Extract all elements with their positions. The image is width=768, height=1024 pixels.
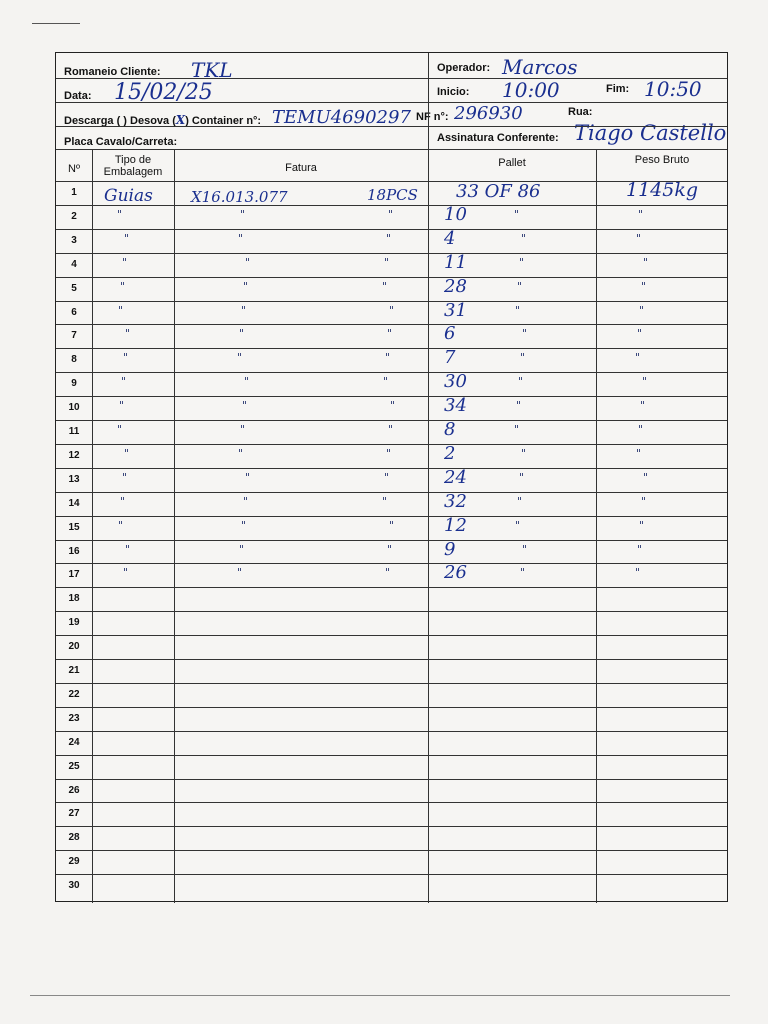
row-number: 1 xyxy=(71,187,77,198)
ditto-qtd: " xyxy=(384,255,390,269)
row-number: 20 xyxy=(68,641,80,653)
table-row-rule xyxy=(56,755,727,756)
table-row-rule xyxy=(56,277,727,278)
ditto-fatura: " xyxy=(237,351,243,365)
col-header-fatura: Fatura xyxy=(285,162,317,174)
ditto-fatura: " xyxy=(241,303,247,317)
ditto-qtd: " xyxy=(382,279,388,293)
label-descarga-text: Descarga ( ) Desova ( xyxy=(64,115,176,127)
signature-conferente: Tiago Castello xyxy=(574,121,727,145)
pallet-value: 30 xyxy=(444,371,467,393)
ditto-tipo: " xyxy=(124,446,130,460)
ditto-fatura: " xyxy=(245,255,251,269)
ditto-fatura: " xyxy=(239,327,245,341)
row-number: 22 xyxy=(68,688,80,700)
ditto-fatura: " xyxy=(244,375,250,389)
ditto-pallet: " xyxy=(517,494,523,508)
table-row-rule xyxy=(56,587,727,588)
ditto-tipo: " xyxy=(120,494,126,508)
row-number: 25 xyxy=(68,760,80,772)
ditto-peso: " xyxy=(643,470,649,484)
ditto-pallet: " xyxy=(519,470,525,484)
ditto-qtd: " xyxy=(385,351,391,365)
row-number: 7 xyxy=(71,330,77,342)
table-row-rule xyxy=(56,540,727,541)
table-row-rule xyxy=(56,492,727,493)
header-divider xyxy=(428,53,429,126)
table-row-rule xyxy=(56,635,727,636)
table-row-rule xyxy=(56,683,727,684)
pallet-value: 6 xyxy=(444,323,456,345)
ditto-pallet: " xyxy=(515,303,521,317)
value-cliente: TKL xyxy=(191,58,233,82)
header-divider xyxy=(428,126,429,149)
ditto-fatura: " xyxy=(243,494,249,508)
ditto-fatura: " xyxy=(241,518,247,532)
label-rua: Rua: xyxy=(568,106,593,118)
ditto-pallet: " xyxy=(516,399,522,413)
ditto-peso: " xyxy=(639,303,645,317)
row-number: 10 xyxy=(68,402,80,414)
label-assinatura: Assinatura Conferente: xyxy=(437,132,559,144)
table-row-rule xyxy=(56,301,727,302)
pallet-value: 34 xyxy=(444,395,467,417)
row-number: 16 xyxy=(68,545,80,557)
label-container-text: ) Container n°: xyxy=(185,115,262,127)
row-number: 4 xyxy=(71,258,77,270)
row-number: 21 xyxy=(68,665,80,676)
romaneio-form xyxy=(55,52,728,902)
ditto-tipo: " xyxy=(117,207,123,221)
row-number: 11 xyxy=(68,426,80,437)
value-fim: 10:50 xyxy=(644,77,702,101)
row1-pallet: 33 OF 86 xyxy=(456,181,541,202)
table-row-rule xyxy=(56,372,727,373)
value-data: 15/02/25 xyxy=(114,80,213,105)
column-rule xyxy=(174,149,175,903)
table-row-rule xyxy=(56,229,727,230)
row1-fatura: X16.013.077 xyxy=(191,188,288,206)
column-rule xyxy=(596,149,597,903)
value-operador: Marcos xyxy=(502,55,578,79)
ditto-peso: " xyxy=(638,423,644,436)
ditto-pallet: " xyxy=(521,231,527,245)
ditto-peso: " xyxy=(635,351,641,365)
table-row-rule xyxy=(56,444,727,445)
scan-artifact-top xyxy=(32,23,80,24)
scan-artifact-bottom xyxy=(30,995,730,996)
table-row-rule xyxy=(56,324,727,325)
table-row-rule xyxy=(56,802,727,803)
ditto-fatura: " xyxy=(242,399,248,413)
row-number: 29 xyxy=(68,856,80,868)
table-row-rule xyxy=(56,420,727,421)
label-nf: NF n°: xyxy=(416,111,449,123)
ditto-qtd: " xyxy=(387,327,393,341)
label-romaneio-cliente: Romaneio Cliente: xyxy=(64,66,161,78)
ditto-qtd: " xyxy=(390,399,396,413)
label-descarga-desova xyxy=(64,113,261,127)
pallet-value: 24 xyxy=(444,466,467,488)
value-nf: 296930 xyxy=(454,103,523,124)
value-inicio: 10:00 xyxy=(502,78,560,102)
ditto-tipo: " xyxy=(118,303,124,317)
pallet-value: 7 xyxy=(444,347,456,369)
ditto-pallet: " xyxy=(520,351,526,365)
pallet-value: 31 xyxy=(444,299,467,321)
ditto-tipo: " xyxy=(124,231,130,245)
label-fim: Fim: xyxy=(606,83,630,95)
row-number: 8 xyxy=(71,354,77,366)
table-row-rule xyxy=(56,516,727,517)
ditto-peso: " xyxy=(635,566,641,580)
pallet-value: 12 xyxy=(444,514,467,536)
row-number: 30 xyxy=(68,880,80,892)
ditto-pallet: " xyxy=(522,542,528,556)
row-number: 12 xyxy=(68,449,80,461)
ditto-tipo: " xyxy=(120,279,126,293)
row1-peso: 1145kg xyxy=(626,179,699,201)
table-row-rule xyxy=(56,253,727,254)
ditto-fatura: " xyxy=(240,423,246,436)
row-number: 14 xyxy=(68,497,80,509)
table-row-rule xyxy=(56,779,727,780)
ditto-fatura: " xyxy=(239,542,245,556)
table-row-rule xyxy=(56,850,727,851)
col-header-pallet: Pallet xyxy=(498,157,526,169)
row-number: 6 xyxy=(71,306,77,318)
row-number: 15 xyxy=(68,521,80,533)
ditto-pallet: " xyxy=(518,375,524,389)
row-number: 26 xyxy=(68,784,80,796)
row-number: 27 xyxy=(68,808,80,820)
ditto-peso: " xyxy=(636,446,642,460)
table-row-rule xyxy=(56,659,727,660)
label-placa: Placa Cavalo/Carreta: xyxy=(64,136,178,148)
pallet-value: 2 xyxy=(444,442,456,464)
table-row-rule xyxy=(56,563,727,564)
pallet-value: 26 xyxy=(444,562,467,584)
header-rule xyxy=(56,78,727,79)
header-rule xyxy=(56,126,727,127)
ditto-qtd: " xyxy=(389,303,395,317)
ditto-peso: " xyxy=(639,518,645,532)
col-header-numero: Nº xyxy=(68,163,80,175)
ditto-fatura: " xyxy=(245,470,251,484)
row-number: 5 xyxy=(71,282,77,294)
ditto-qtd: " xyxy=(384,470,390,484)
table-row-rule xyxy=(56,874,727,875)
ditto-peso: " xyxy=(636,231,642,245)
row-number: 18 xyxy=(68,593,80,605)
header-rule xyxy=(56,102,727,103)
ditto-pallet: " xyxy=(522,327,528,341)
ditto-peso: " xyxy=(638,207,644,221)
row-number: 13 xyxy=(68,473,80,485)
table-header-rule xyxy=(56,181,727,182)
row-number: 9 xyxy=(71,378,77,390)
ditto-qtd: " xyxy=(388,207,394,221)
ditto-pallet: " xyxy=(520,566,526,580)
col-header-tipo: Tipo de Embalagem xyxy=(103,154,163,178)
ditto-pallet: " xyxy=(517,279,523,293)
pallet-value: 4 xyxy=(444,227,456,249)
table-row-rule xyxy=(56,707,727,708)
ditto-fatura: " xyxy=(238,231,244,245)
label-operador: Operador: xyxy=(437,62,491,74)
column-rule xyxy=(428,149,429,903)
ditto-fatura: " xyxy=(243,279,249,293)
value-container: TEMU4690297 xyxy=(272,107,411,128)
row1-tipo: Guias xyxy=(104,186,153,206)
pallet-value: 28 xyxy=(444,275,467,297)
ditto-qtd: " xyxy=(388,423,394,436)
ditto-tipo: " xyxy=(123,566,129,580)
ditto-peso: " xyxy=(641,494,647,508)
ditto-fatura: " xyxy=(238,446,244,460)
column-rule xyxy=(92,149,93,903)
pallet-value: 9 xyxy=(444,538,456,560)
ditto-pallet: " xyxy=(514,207,520,221)
row-number: 2 xyxy=(71,210,77,222)
ditto-qtd: " xyxy=(386,446,392,460)
ditto-tipo: " xyxy=(118,518,124,532)
ditto-peso: " xyxy=(637,327,643,341)
ditto-qtd: " xyxy=(382,494,388,508)
row-number: 17 xyxy=(68,569,80,581)
ditto-tipo: " xyxy=(125,542,131,556)
ditto-tipo: " xyxy=(119,399,125,413)
table-row-rule xyxy=(56,348,727,349)
ditto-qtd: " xyxy=(383,375,389,389)
table-row-rule xyxy=(56,396,727,397)
row1-qtd: 18PCS xyxy=(367,186,418,204)
ditto-tipo: " xyxy=(117,423,123,436)
row-number: 24 xyxy=(68,736,80,748)
ditto-tipo: " xyxy=(123,351,129,365)
table-row-rule xyxy=(56,611,727,612)
ditto-tipo: " xyxy=(125,327,131,341)
ditto-peso: " xyxy=(637,542,643,556)
ditto-peso: " xyxy=(640,399,646,413)
ditto-qtd: " xyxy=(387,542,393,556)
ditto-pallet: " xyxy=(521,446,527,460)
pallet-value: 8 xyxy=(444,419,456,440)
ditto-pallet: " xyxy=(515,518,521,532)
desova-mark: X xyxy=(175,113,186,127)
label-inicio: Inicio: xyxy=(437,86,470,98)
row-number: 3 xyxy=(71,234,77,246)
ditto-pallet: " xyxy=(514,423,520,436)
ditto-peso: " xyxy=(643,255,649,269)
row-number: 19 xyxy=(68,617,80,629)
pallet-value: 10 xyxy=(444,203,467,225)
ditto-qtd: " xyxy=(386,231,392,245)
ditto-peso: " xyxy=(642,375,648,389)
row-number: 23 xyxy=(68,712,80,724)
ditto-tipo: " xyxy=(122,255,128,269)
table-row-rule xyxy=(56,826,727,827)
ditto-fatura: " xyxy=(237,566,243,580)
ditto-tipo: " xyxy=(122,470,128,484)
ditto-qtd: " xyxy=(385,566,391,580)
ditto-tipo: " xyxy=(121,375,127,389)
ditto-pallet: " xyxy=(519,255,525,269)
table-row-rule xyxy=(56,205,727,206)
ditto-qtd: " xyxy=(389,518,395,532)
pallet-value: 11 xyxy=(444,251,467,273)
table-row-rule xyxy=(56,731,727,732)
ditto-peso: " xyxy=(641,279,647,293)
ditto-fatura: " xyxy=(240,207,246,221)
row-number: 28 xyxy=(68,832,80,844)
pallet-value: 32 xyxy=(444,490,467,512)
label-data: Data: xyxy=(64,90,92,102)
header-rule xyxy=(56,149,727,150)
table-row-rule xyxy=(56,468,727,469)
col-header-peso: Peso Bruto xyxy=(634,154,690,166)
